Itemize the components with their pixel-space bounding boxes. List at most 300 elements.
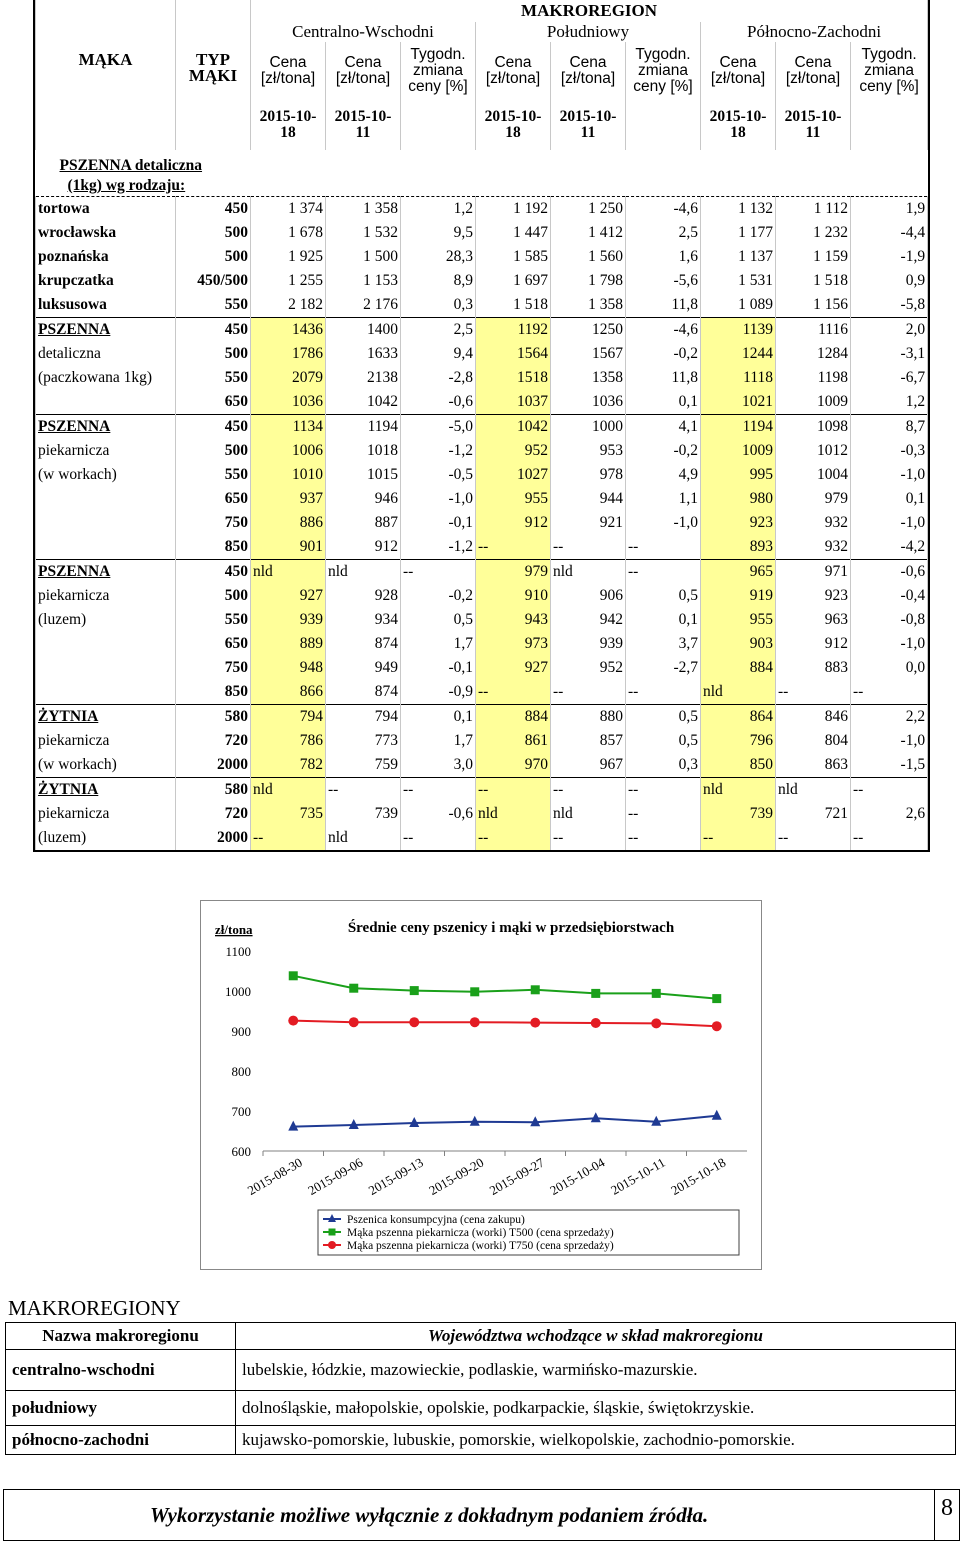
cell-value: 1 678 xyxy=(251,221,326,245)
cell-value: 1 798 xyxy=(551,269,626,293)
cell-value: 912 xyxy=(326,535,401,560)
cell-value: -0,4 xyxy=(851,584,928,608)
cell-value: 2,0 xyxy=(851,318,928,343)
cell-value: -5,0 xyxy=(401,415,476,440)
cell-value: -- xyxy=(851,778,928,803)
unit-label: [zł/tona] xyxy=(260,70,316,87)
cell-value: -4,2 xyxy=(851,535,928,560)
cell-value: 1 153 xyxy=(326,269,401,293)
table-row xyxy=(36,656,928,680)
row-label xyxy=(36,656,176,680)
cell-value: 782 xyxy=(251,753,326,778)
cell-value: 1015 xyxy=(326,463,401,487)
cell-value: 927 xyxy=(476,656,551,680)
cell-value: 948 xyxy=(251,656,326,680)
x-tick-label: 2015-09-06 xyxy=(305,1154,366,1198)
cell-value: 1 232 xyxy=(776,221,851,245)
row-type: 720 xyxy=(176,729,251,753)
cell-value: 912 xyxy=(776,632,851,656)
price-header xyxy=(326,42,401,100)
cell-value: nld xyxy=(251,560,326,585)
cell-value: 955 xyxy=(701,608,776,632)
cell-value: 919 xyxy=(701,584,776,608)
cell-value: 1 585 xyxy=(476,245,551,269)
cell-value: 939 xyxy=(251,608,326,632)
cell-value: -- xyxy=(476,535,551,560)
cell-value: -2,7 xyxy=(626,656,701,680)
data-point xyxy=(712,1110,722,1120)
cell-value: -1,0 xyxy=(851,511,928,535)
cell-value: 861 xyxy=(476,729,551,753)
table-row xyxy=(36,439,928,463)
cell-value: -5,8 xyxy=(851,293,928,318)
cell-value: 884 xyxy=(476,705,551,730)
cell-value: 979 xyxy=(476,560,551,585)
cell-value: -1,0 xyxy=(851,729,928,753)
cell-value: 1 156 xyxy=(776,293,851,318)
row-type: 500 xyxy=(176,221,251,245)
cell-value: 3,0 xyxy=(401,753,476,778)
table-row xyxy=(36,463,928,487)
page-number: 8 xyxy=(934,1489,960,1541)
cell-value: 1,1 xyxy=(626,487,701,511)
cell-value: 903 xyxy=(701,632,776,656)
row-label: detaliczna xyxy=(36,342,176,366)
cell-value: 796 xyxy=(701,729,776,753)
row-label: ŻYTNIA xyxy=(36,778,176,803)
data-point xyxy=(531,985,540,994)
cell-value: 883 xyxy=(776,656,851,680)
cell-value: -1,2 xyxy=(401,439,476,463)
cell-value: 0,5 xyxy=(401,608,476,632)
cell-value: -1,9 xyxy=(851,245,928,269)
cell-value: -- xyxy=(551,826,626,850)
cell-value: 1244 xyxy=(701,342,776,366)
cell-value: 923 xyxy=(701,511,776,535)
cell-value: -0,3 xyxy=(851,439,928,463)
cell-value: 1 159 xyxy=(776,245,851,269)
cena-label: Cena xyxy=(794,54,832,71)
cell-value: 1098 xyxy=(776,415,851,440)
cell-value: -- xyxy=(851,826,928,850)
table-row xyxy=(36,197,928,222)
cell-value: -4,6 xyxy=(626,197,701,222)
cell-value: 973 xyxy=(476,632,551,656)
cell-value: 1 697 xyxy=(476,269,551,293)
cell-value: -- xyxy=(626,778,701,803)
regions-title: MAKROREGIONY xyxy=(8,1296,181,1320)
cell-value: 4,9 xyxy=(626,463,701,487)
cell-value: 2,5 xyxy=(401,318,476,343)
col-header-typ xyxy=(176,0,251,150)
cell-value: 794 xyxy=(251,705,326,730)
cell-value: 1000 xyxy=(551,415,626,440)
cell-value: 0,5 xyxy=(626,729,701,753)
region-list: lubelskie, łódzkie, mazowieckie, podlaskie, warmińsko-mazurskie. xyxy=(236,1350,956,1391)
cell-value: 739 xyxy=(326,802,401,826)
cell-value: -0,1 xyxy=(401,656,476,680)
cell-value: -- xyxy=(626,535,701,560)
row-type: 450 xyxy=(176,415,251,440)
unit-label: [zł/tona] xyxy=(710,70,766,87)
cell-value: 1250 xyxy=(551,318,626,343)
cell-value: 910 xyxy=(476,584,551,608)
y-tick-label: 700 xyxy=(231,1104,251,1119)
data-point xyxy=(288,1016,298,1026)
legend-marker xyxy=(328,1241,336,1249)
cell-value: -- xyxy=(626,680,701,705)
table-row xyxy=(36,535,928,560)
table-row xyxy=(36,245,928,269)
row-type: 500 xyxy=(176,245,251,269)
cell-value: 1,2 xyxy=(401,197,476,222)
regions-col1-header: Nazwa makroregionu xyxy=(6,1323,236,1350)
row-label: (w workach) xyxy=(36,753,176,778)
cell-value: -4,4 xyxy=(851,221,928,245)
cell-value: 1786 xyxy=(251,342,326,366)
cell-value: 932 xyxy=(776,511,851,535)
cell-value: 1042 xyxy=(476,415,551,440)
unit-label: [zł/tona] xyxy=(485,70,541,87)
table-row xyxy=(36,705,928,730)
price-header xyxy=(776,42,851,100)
cell-value: nld xyxy=(251,778,326,803)
x-tick-label: 2015-08-30 xyxy=(244,1154,305,1198)
row-label xyxy=(36,390,176,415)
cell-value: 2138 xyxy=(326,366,401,390)
region-header-pz: Północno-Zachodni xyxy=(701,22,928,42)
cell-value: nld xyxy=(326,560,401,585)
cell-value: 1 250 xyxy=(551,197,626,222)
cell-value: 1 089 xyxy=(701,293,776,318)
cell-value: 1036 xyxy=(551,390,626,415)
cell-value: 942 xyxy=(551,608,626,632)
data-point xyxy=(591,989,600,998)
x-tick-label: 2015-10-04 xyxy=(547,1154,608,1198)
makroregion-header: MAKROREGION xyxy=(251,0,928,22)
region-row xyxy=(6,1426,956,1455)
cell-value: 1 132 xyxy=(701,197,776,222)
region-row xyxy=(6,1391,956,1426)
cell-value: -- xyxy=(476,826,551,850)
cell-value: 1633 xyxy=(326,342,401,366)
change-header: Tygodn. zmiana ceny [%] xyxy=(851,42,928,100)
table-row xyxy=(36,318,928,343)
data-point xyxy=(470,1116,480,1126)
cell-value: -1,0 xyxy=(401,487,476,511)
cell-value: 1 531 xyxy=(701,269,776,293)
region-name: północno-zachodni xyxy=(6,1426,236,1455)
row-type: 580 xyxy=(176,778,251,803)
cell-value: -- xyxy=(626,802,701,826)
cell-value: 923 xyxy=(776,584,851,608)
cell-value: -0,6 xyxy=(401,390,476,415)
region-name: południowy xyxy=(6,1391,236,1426)
row-label: PSZENNA xyxy=(36,415,176,440)
cell-value: 3,7 xyxy=(626,632,701,656)
cell-value: 1564 xyxy=(476,342,551,366)
cell-value: 1198 xyxy=(776,366,851,390)
y-tick-label: 1100 xyxy=(225,944,251,959)
x-tick-label: 2015-09-13 xyxy=(365,1154,426,1198)
cell-value: 2,5 xyxy=(626,221,701,245)
cell-value: -- xyxy=(551,535,626,560)
cell-value: 1 518 xyxy=(776,269,851,293)
y-tick-label: 600 xyxy=(231,1144,251,1159)
cell-value: 1004 xyxy=(776,463,851,487)
chart-svg xyxy=(201,901,761,1269)
row-type: 2000 xyxy=(176,753,251,778)
cell-value: 967 xyxy=(551,753,626,778)
cell-value: nld xyxy=(476,802,551,826)
cell-value: 794 xyxy=(326,705,401,730)
cell-value: -1,0 xyxy=(626,511,701,535)
cell-value: -0,8 xyxy=(851,608,928,632)
cell-value: -0,6 xyxy=(401,802,476,826)
cell-value: 1,2 xyxy=(851,390,928,415)
cell-value: -1,0 xyxy=(851,463,928,487)
cell-value: -0,1 xyxy=(401,511,476,535)
cell-value: nld xyxy=(776,778,851,803)
regions-table xyxy=(5,1322,956,1455)
cell-value: 11,8 xyxy=(626,366,701,390)
row-label xyxy=(36,632,176,656)
date-header: 2015-10- 11 xyxy=(776,100,851,150)
date-header: 2015-10- 11 xyxy=(551,100,626,150)
row-type: 720 xyxy=(176,802,251,826)
table-row xyxy=(36,342,928,366)
cell-value: 921 xyxy=(551,511,626,535)
x-tick-label: 2015-10-11 xyxy=(608,1154,668,1198)
table-row xyxy=(36,390,928,415)
table-row xyxy=(36,293,928,318)
cell-value: -- xyxy=(701,826,776,850)
table-row xyxy=(36,221,928,245)
cell-value: 0,5 xyxy=(626,584,701,608)
cell-value: 963 xyxy=(776,608,851,632)
cell-value: 906 xyxy=(551,584,626,608)
cell-value: 1,7 xyxy=(401,729,476,753)
cell-value: 1,6 xyxy=(626,245,701,269)
row-type: 550 xyxy=(176,463,251,487)
price-header xyxy=(251,42,326,100)
cell-value: -- xyxy=(401,778,476,803)
cell-value: 1139 xyxy=(701,318,776,343)
cell-value: 1118 xyxy=(701,366,776,390)
cell-value: -- xyxy=(401,826,476,850)
cell-value: -- xyxy=(251,826,326,850)
region-header-cw: Centralno-Wschodni xyxy=(251,22,476,42)
cell-value: 944 xyxy=(551,487,626,511)
cell-value: -- xyxy=(551,778,626,803)
row-label: piekarnicza xyxy=(36,802,176,826)
cell-value: 934 xyxy=(326,608,401,632)
table-row xyxy=(36,584,928,608)
table-row xyxy=(36,632,928,656)
cell-value: 874 xyxy=(326,632,401,656)
cell-value: -- xyxy=(776,826,851,850)
row-type: 580 xyxy=(176,705,251,730)
unit-label: [zł/tona] xyxy=(560,70,616,87)
cell-value: 2 182 xyxy=(251,293,326,318)
regions-col2-header: Województwa wchodzące w skład makroregionu xyxy=(236,1323,956,1350)
cell-value: 1018 xyxy=(326,439,401,463)
cell-value: -0,2 xyxy=(626,439,701,463)
cell-value: 1,9 xyxy=(851,197,928,222)
cell-value: 1358 xyxy=(551,366,626,390)
cell-value: nld xyxy=(551,802,626,826)
row-label: tortowa xyxy=(36,197,176,222)
row-label: piekarnicza xyxy=(36,729,176,753)
typ-line1: TYP xyxy=(196,50,230,69)
cell-value: 0,1 xyxy=(626,390,701,415)
cena-label: Cena xyxy=(269,54,307,71)
x-tick-label: 2015-09-20 xyxy=(426,1154,487,1198)
data-point xyxy=(349,1017,359,1027)
cell-value: 1009 xyxy=(776,390,851,415)
section-title-2: (1kg) wg rodzaju: xyxy=(67,177,186,194)
data-point xyxy=(349,984,358,993)
cell-value: 2,6 xyxy=(851,802,928,826)
cell-value: -- xyxy=(476,778,551,803)
cell-value: -5,6 xyxy=(626,269,701,293)
row-label: (luzem) xyxy=(36,608,176,632)
cell-value: 8,7 xyxy=(851,415,928,440)
cell-value: 1567 xyxy=(551,342,626,366)
y-tick-label: 800 xyxy=(231,1064,251,1079)
row-type: 850 xyxy=(176,535,251,560)
cell-value: 937 xyxy=(251,487,326,511)
cell-value: 1518 xyxy=(476,366,551,390)
cell-value: 1 447 xyxy=(476,221,551,245)
cell-value: 1192 xyxy=(476,318,551,343)
row-type: 750 xyxy=(176,656,251,680)
cell-value: 889 xyxy=(251,632,326,656)
row-type: 450 xyxy=(176,318,251,343)
row-type: 550 xyxy=(176,366,251,390)
typ-line2: MĄKI xyxy=(188,66,238,85)
cell-value: 864 xyxy=(701,705,776,730)
cell-value: 1 177 xyxy=(701,221,776,245)
table-row xyxy=(36,778,928,803)
row-label: poznańska xyxy=(36,245,176,269)
row-label: (w workach) xyxy=(36,463,176,487)
data-point xyxy=(591,1018,601,1028)
cell-value: 8,9 xyxy=(401,269,476,293)
data-point xyxy=(712,994,721,1003)
cena-label: Cena xyxy=(569,54,607,71)
cena-label: Cena xyxy=(494,54,532,71)
cell-value: 884 xyxy=(701,656,776,680)
row-type: 550 xyxy=(176,293,251,318)
cell-value: 0,1 xyxy=(626,608,701,632)
cell-value: -- xyxy=(326,778,401,803)
cell-value: 804 xyxy=(776,729,851,753)
cell-value: -2,8 xyxy=(401,366,476,390)
cell-value: 1 358 xyxy=(326,197,401,222)
row-label: piekarnicza xyxy=(36,439,176,463)
row-type: 650 xyxy=(176,632,251,656)
cell-value: 946 xyxy=(326,487,401,511)
row-type: 500 xyxy=(176,342,251,366)
cell-value: 11,8 xyxy=(626,293,701,318)
date-header: 2015-10- 18 xyxy=(476,100,551,150)
price-header xyxy=(551,42,626,100)
cell-value: 0,0 xyxy=(851,656,928,680)
row-type: 450 xyxy=(176,197,251,222)
table-row xyxy=(36,680,928,705)
y-tick-label: 900 xyxy=(231,1024,251,1039)
cell-value: 886 xyxy=(251,511,326,535)
data-point xyxy=(652,989,661,998)
cell-value: -- xyxy=(776,680,851,705)
cell-value: nld xyxy=(326,826,401,850)
cell-value: 952 xyxy=(476,439,551,463)
cell-value: -- xyxy=(551,680,626,705)
price-chart xyxy=(200,900,762,1270)
cell-value: 1 532 xyxy=(326,221,401,245)
change-header: Tygodn. zmiana ceny [%] xyxy=(401,42,476,100)
cell-value: 1 358 xyxy=(551,293,626,318)
cell-value: 1 560 xyxy=(551,245,626,269)
legend-label: Mąka pszenna piekarnicza (worki) T750 (cena sprzedaży) xyxy=(347,1240,614,1252)
cell-value: 1027 xyxy=(476,463,551,487)
cell-value: 953 xyxy=(551,439,626,463)
region-header-pd: Południowy xyxy=(476,22,701,42)
x-tick-label: 2015-10-18 xyxy=(668,1154,729,1198)
cell-value: 1 518 xyxy=(476,293,551,318)
cell-value: 1194 xyxy=(701,415,776,440)
cell-value: 939 xyxy=(551,632,626,656)
cell-value: 773 xyxy=(326,729,401,753)
cell-value: 0,9 xyxy=(851,269,928,293)
price-header xyxy=(701,42,776,100)
y-axis-label: zł/tona xyxy=(215,922,253,937)
unit-label: [zł/tona] xyxy=(785,70,841,87)
cell-value: 1 112 xyxy=(776,197,851,222)
date-header: 2015-10- 11 xyxy=(326,100,401,150)
cell-value: -- xyxy=(626,826,701,850)
row-label: PSZENNA xyxy=(36,560,176,585)
cell-value: -0,9 xyxy=(401,680,476,705)
cell-value: 1 137 xyxy=(701,245,776,269)
section-row xyxy=(36,150,928,197)
data-point xyxy=(470,987,479,996)
row-label xyxy=(36,680,176,705)
cell-value: 759 xyxy=(326,753,401,778)
row-type: 850 xyxy=(176,680,251,705)
data-point xyxy=(409,1017,419,1027)
cell-value: 0,1 xyxy=(851,487,928,511)
y-tick-label: 1000 xyxy=(225,984,251,999)
cell-value: 1 412 xyxy=(551,221,626,245)
cell-value: 893 xyxy=(701,535,776,560)
row-label xyxy=(36,487,176,511)
section-title-1: PSZENNA detaliczna xyxy=(59,157,203,174)
cell-value: 1009 xyxy=(701,439,776,463)
cell-value: -4,6 xyxy=(626,318,701,343)
cell-value: -- xyxy=(626,560,701,585)
cell-value: 965 xyxy=(701,560,776,585)
cell-value: 1 500 xyxy=(326,245,401,269)
row-label: luksusowa xyxy=(36,293,176,318)
row-type: 500 xyxy=(176,584,251,608)
data-point xyxy=(470,1017,480,1027)
legend-label: Mąka pszenna piekarnicza (worki) T500 (cena sprzedaży) xyxy=(347,1227,614,1239)
footer-text: Wykorzystanie możliwe wyłącznie z dokładnym podaniem źródła. xyxy=(150,1503,709,1527)
region-list: dolnośląskie, małopolskie, opolskie, podkarpackie, śląskie, świętokrzyskie. xyxy=(236,1391,956,1426)
cell-value: 0,5 xyxy=(626,705,701,730)
